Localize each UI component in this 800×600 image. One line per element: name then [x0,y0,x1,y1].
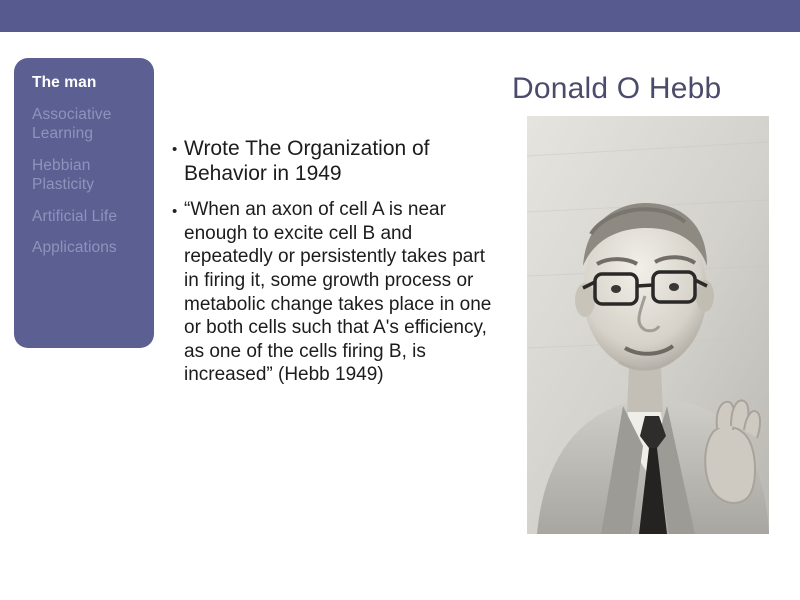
sidebar-item-the-man[interactable]: The man [32,74,97,91]
bullet-marker-icon: • [172,141,178,158]
bullet-text: Wrote The Organization of Behavior in 1949 [184,137,430,186]
sidebar-item-associative-learning[interactable]: Associative Learning [32,105,112,142]
sidebar-nav-list [14,58,154,258]
sidebar-nav-panel [14,58,154,348]
top-accent-bar [0,0,800,32]
bullet-item [172,198,492,386]
sidebar-item-artificial-life[interactable]: Artificial Life [32,207,118,225]
sidebar-item-applications[interactable]: Applications [32,239,117,257]
bullet-item [172,136,492,186]
portrait-photo [527,116,769,534]
bullet-marker-icon: • [172,203,178,221]
bullet-text: “When an axon of cell A is near enough to excite cell B and repeatedly or persistently takes part in firing it, some growth process or metabolic change takes place in one or both cells such that A's efficiency, as one of the cells firing B, is increased” (Hebb 1949) [184,199,492,386]
bullet-content [172,136,492,399]
sidebar-item-hebbian-plasticity[interactable]: Hebbian Plasticity [32,156,95,193]
page-title: Donald O Hebb [512,72,722,105]
